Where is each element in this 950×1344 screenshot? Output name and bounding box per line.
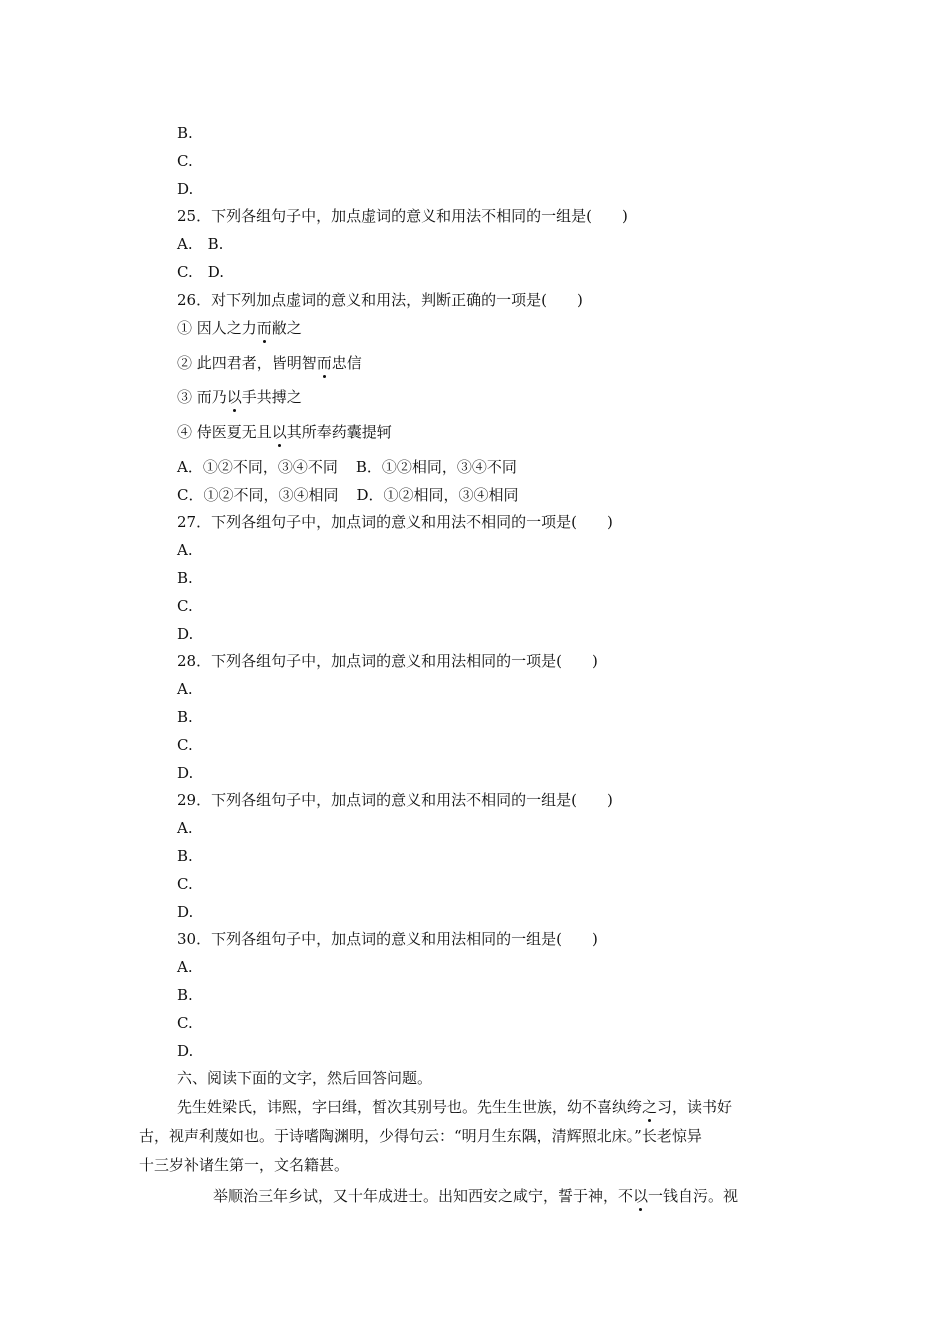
passage-p1-line-2: 古，视声利蔑如也。于诗嗜陶渊明，少得句云：“明月生东隅，清辉照北床。”长老惊异 bbox=[139, 1127, 702, 1145]
option-d: D. bbox=[177, 180, 194, 198]
question-29-stem: 29．下列各组句子中，加点词的意义和用法不相同的一组是( ) bbox=[177, 791, 613, 809]
section-6-heading: 六、阅读下面的文字，然后回答问题。 bbox=[177, 1069, 433, 1087]
question-26-options-cd bbox=[177, 485, 519, 505]
sentence-text: ④ 侍医夏无且 bbox=[177, 423, 272, 441]
sentence-text: ③ 而乃 bbox=[177, 388, 227, 406]
question-30-option-c: C. bbox=[177, 1014, 193, 1032]
dotted-word: 之 bbox=[642, 1098, 658, 1116]
question-26-sentence-1 bbox=[177, 318, 302, 338]
question-26-sentence-4 bbox=[177, 422, 392, 442]
sentence-text: 忠信 bbox=[331, 354, 362, 372]
question-26-sentence-2 bbox=[177, 353, 362, 373]
question-28-option-d: D. bbox=[177, 764, 194, 782]
question-30-stem: 30．下列各组句子中，加点词的意义和用法相同的一组是( ) bbox=[177, 930, 598, 948]
question-30-option-a: A. bbox=[177, 958, 193, 976]
dotted-word: 以 bbox=[271, 423, 287, 441]
question-28-option-b: B. bbox=[177, 708, 193, 726]
question-29-option-c: C. bbox=[177, 875, 193, 893]
option-d: D．①②相同，③④相同 bbox=[356, 486, 519, 504]
question-28-stem: 28．下列各组句子中，加点词的意义和用法相同的一项是( ) bbox=[177, 652, 598, 670]
question-25-stem: 25．下列各组句子中，加点虚词的意义和用法不相同的一组是( ) bbox=[177, 207, 628, 225]
dotted-word: 以 bbox=[226, 388, 242, 406]
question-27-option-d: D. bbox=[177, 625, 194, 643]
question-29-option-b: B. bbox=[177, 847, 193, 865]
option-b: B. bbox=[177, 124, 193, 142]
question-26-sentence-3 bbox=[177, 387, 302, 407]
question-28-option-c: C. bbox=[177, 736, 193, 754]
sentence-text: ① 因人之力 bbox=[177, 319, 257, 337]
dotted-word: 以 bbox=[633, 1187, 649, 1205]
option-b: B．①②相同，③④不同 bbox=[355, 458, 517, 476]
passage-p2-line-1 bbox=[213, 1186, 738, 1206]
dotted-word: 而 bbox=[256, 319, 272, 337]
option-a: A．①②不同，③④不同 bbox=[177, 458, 338, 476]
option-c: C. bbox=[177, 152, 193, 170]
question-29-option-a: A. bbox=[177, 819, 193, 837]
sentence-text: ② 此四君者，皆明智 bbox=[177, 354, 317, 372]
question-27-option-b: B. bbox=[177, 569, 193, 587]
question-26-stem: 26．对下列加点虚词的意义和用法，判断正确的一项是( ) bbox=[177, 291, 583, 309]
option-c: C．①②不同，③④相同 bbox=[177, 486, 339, 504]
passage-text: 先生姓梁氏，讳熙，字曰缉，皙次其别号也。先生生世族，幼不喜纨绔 bbox=[177, 1098, 643, 1116]
sentence-text: 其所奉药囊提轲 bbox=[286, 423, 392, 441]
question-27-option-a: A. bbox=[177, 541, 193, 559]
passage-text: 习，读书好 bbox=[657, 1098, 733, 1116]
question-27-stem: 27．下列各组句子中，加点词的意义和用法不相同的一项是( ) bbox=[177, 513, 613, 531]
question-30-option-b: B. bbox=[177, 986, 193, 1004]
sentence-text: 敝之 bbox=[271, 319, 302, 337]
passage-p1-line-3: 十三岁补诸生第一，文名籍甚。 bbox=[139, 1156, 350, 1174]
passage-text: 一钱自污。视 bbox=[648, 1187, 739, 1205]
question-27-option-c: C. bbox=[177, 597, 193, 615]
question-30-option-d: D. bbox=[177, 1042, 194, 1060]
dotted-word: 而 bbox=[316, 354, 332, 372]
passage-p1-line-1 bbox=[177, 1097, 732, 1117]
passage-text: 举顺治三年乡试，又十年成进士。出知西安之咸宁，誓于神，不 bbox=[213, 1187, 634, 1205]
question-25-options-cd: C. D. bbox=[177, 263, 224, 281]
question-28-option-a: A. bbox=[177, 680, 193, 698]
sentence-text: 手共搏之 bbox=[241, 388, 302, 406]
question-26-options-ab bbox=[177, 457, 517, 477]
question-29-option-d: D. bbox=[177, 903, 194, 921]
question-25-options-ab: A. B. bbox=[177, 235, 224, 253]
